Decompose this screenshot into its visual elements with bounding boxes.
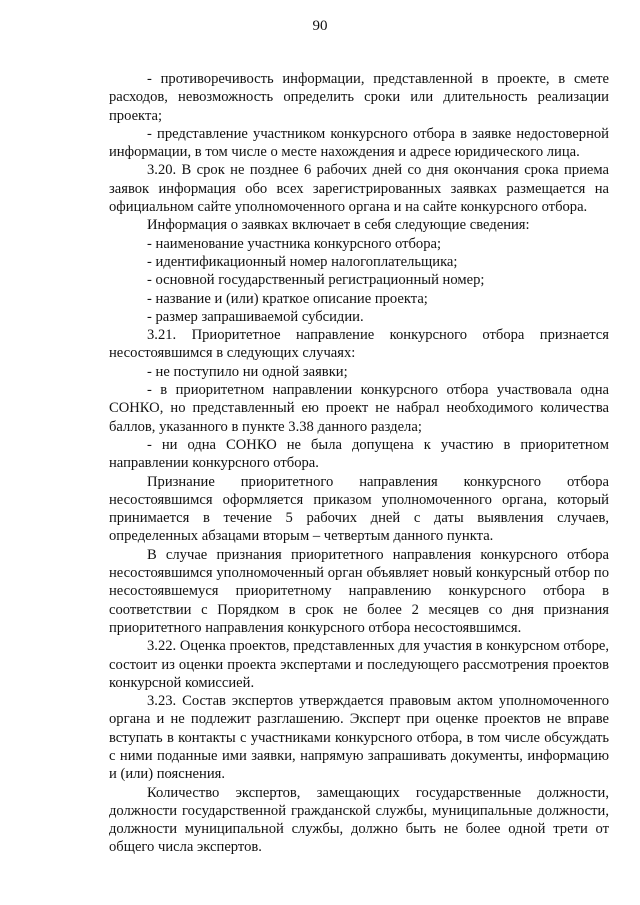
- paragraph: - противоречивость информации, представленной в проекте, в смете расходов, невозможность определить сроки или длительность реализации проекта;: [109, 71, 609, 124]
- paragraph: 3.20. В срок не позднее 6 рабочих дней со дня окончания срока приема заявок информация обо всех зарегистрированных заявках размещается на официальном сайте уполномоченного органа и на сайте конкурсного отбора.: [109, 162, 609, 216]
- list-item: - ни одна СОНКО не была допущена к участию в приоритетном направлении конкурсного отбора.: [109, 436, 609, 472]
- paragraph: 3.21. Приоритетное направление конкурсного отбора признается несостоявшимся в следующих случаях:: [109, 327, 609, 362]
- list-item: - название и (или) краткое описание проекта;: [147, 290, 428, 307]
- document-body: [109, 70, 609, 857]
- paragraph: 3.22. Оценка проектов, представленных для участия в конкурсном отборе, состоит из оценки проекта экспертами и последующего рассмотрения проектов конкурсной комиссией.: [109, 638, 609, 691]
- paragraph: Количество экспертов, замещающих государственные должности, должности государственной гражданской службы, муниципальные должности, должности муниципальной службы, должно быть не более одной трети от общего числа экспертов.: [109, 784, 609, 856]
- paragraph: 3.23. Состав экспертов утверждается правовым актом уполномоченного органа и не подлежит разглашению. Эксперт при оценке проектов не вправе вступать в контакты с участниками конкурсного отбора, в том числе обсуждать с ними поданные ими заявки, напрямую запрашивать документы, информацию и (или) пояснения.: [109, 693, 609, 783]
- paragraph: В случае признания приоритетного направления конкурсного отбора несостоявшимся уполномоченный орган объявляет новый конкурсный отбор по несостоявшемуся приоритетному направлению конкурсного отбора в соответствии с Порядком в срок не более 2 месяцев со дня признания приоритетного направления конкурсного отбора несостоявшимся.: [109, 546, 609, 636]
- list-item: - в приоритетном направлении конкурсного отбора участвовала одна СОНКО, но представленный ею проект не набрал необходимого количества баллов, указанного в пункте 3.38 данного раздела;: [109, 382, 609, 435]
- paragraph: Признание приоритетного направления конкурсного отбора несостоявшимся оформляется приказом уполномоченного органа, который принимается в течение 5 рабочих дней с даты выявления случаев, определенных абзацами вторым – четвертым данного пункта.: [109, 473, 609, 545]
- paragraph: - представление участником конкурсного отбора в заявке недостоверной информации, в том числе о месте нахождения и адресе юридического лица.: [109, 125, 609, 161]
- paragraph: Информация о заявках включает в себя следующие сведения:: [147, 217, 530, 234]
- list-item: - идентификационный номер налогоплательщика;: [147, 253, 458, 270]
- list-item: - не поступило ни одной заявки;: [147, 363, 348, 380]
- page-number: 90: [312, 18, 328, 34]
- list-item: - основной государственный регистрационный номер;: [147, 272, 485, 289]
- list-item: - размер запрашиваемой субсидии.: [147, 308, 364, 325]
- list-item: - наименование участника конкурсного отбора;: [147, 235, 442, 252]
